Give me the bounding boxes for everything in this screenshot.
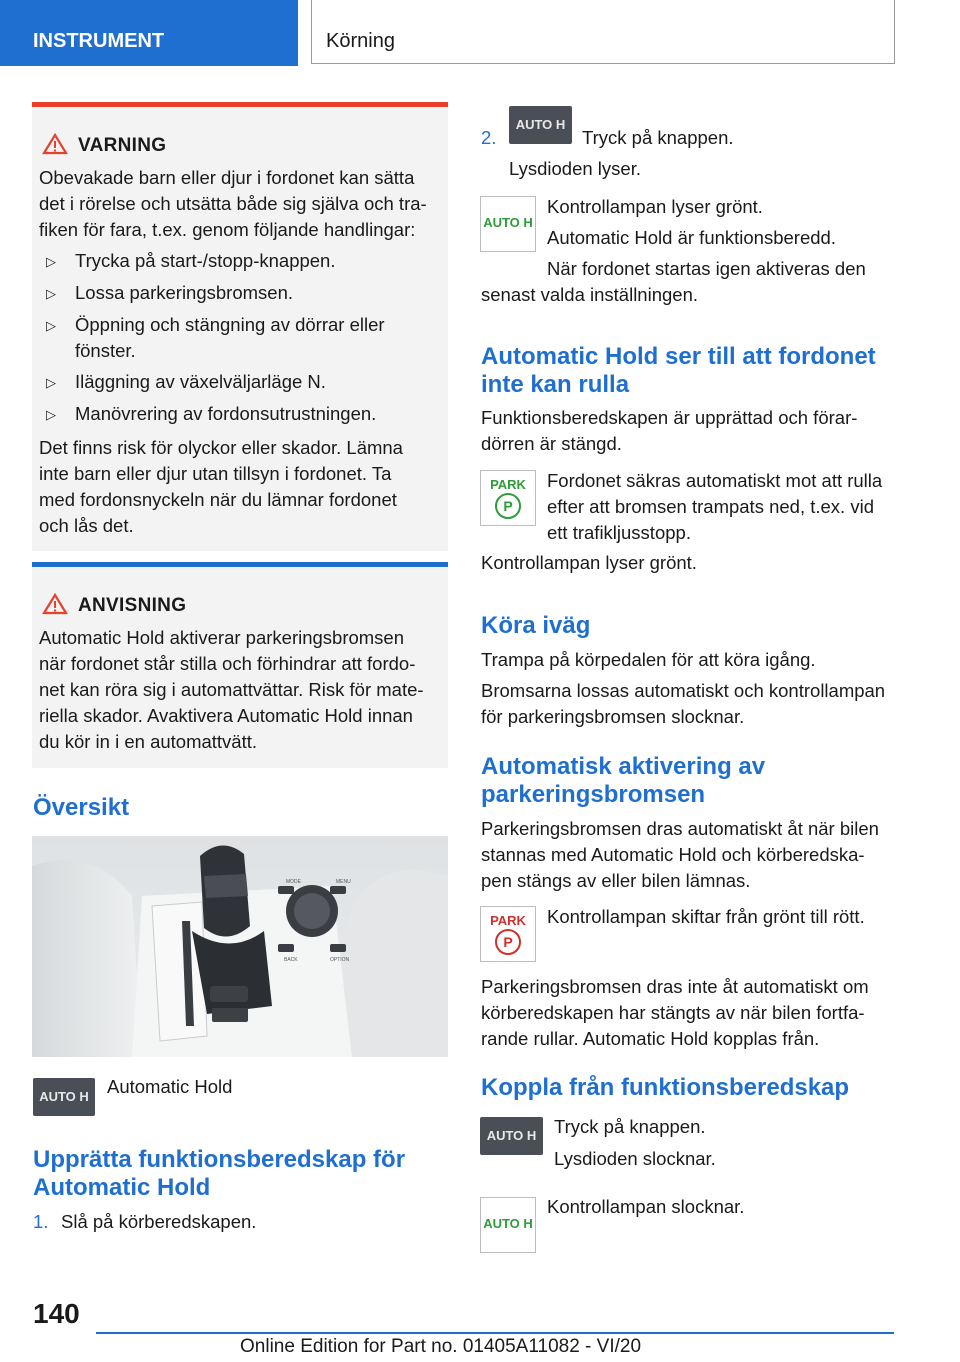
drive-off-heading: Köra iväg (481, 612, 591, 639)
drive-off-line-1: Trampa på körpedalen för att köra igång. (481, 649, 816, 670)
warning-outro-3: med fordonsnyckeln när du lämnar fordonet (39, 489, 397, 510)
overview-heading: Översikt (33, 794, 130, 821)
auto-hold-lamp-label: AUTO H (483, 1216, 533, 1231)
warning-intro-2: det i rörelse och utsätta både sig själva och tra- (39, 193, 427, 214)
park-lamp-label: PARK (490, 913, 526, 928)
setup-lamp-1: Kontrollampan lyser grönt. (547, 196, 763, 217)
auto-hold-caption: Automatic Hold (107, 1076, 233, 1097)
center-console-illustration (32, 836, 448, 1057)
setup-lamp-3: När fordonet startas igen aktiveras den (547, 258, 866, 279)
warning-bullet-3-cont: fönster. (75, 340, 136, 361)
notice-line-3: net kan röra sig i automattvättar. Risk för mate- (39, 679, 424, 700)
photo-label-option: OPTION (330, 957, 350, 963)
topic-title: Körning (326, 30, 395, 52)
no-roll-lamp-3: ett trafikljusstopp. (547, 522, 691, 543)
auto-hold-button-icon: AUTO H (480, 1117, 543, 1155)
disable-line-2: Lysdioden slocknar. (554, 1148, 716, 1169)
auto-hold-button-icon: AUTO H (509, 106, 572, 144)
setup-lamp-2: Automatic Hold är funktionsberedd. (547, 227, 836, 248)
auto-park-line-2: stannas med Automatic Hold och körberedska- (481, 844, 865, 865)
notice-line-2: när fordonet står stilla och förhindrar att fordo- (39, 653, 416, 674)
drive-off-line-2a: Bromsarna lossas automatiskt och kontrollampan (481, 680, 886, 701)
auto-park-heading-line-1: Automatisk aktivering av (481, 753, 766, 780)
no-roll-heading-line-2: inte kan rulla (481, 371, 630, 398)
center-console-photo (32, 836, 448, 1057)
warning-bullet-2: Lossa parkeringsbromsen. (75, 282, 293, 303)
photo-label-mode: MODE (286, 879, 301, 885)
page-number: 140 (33, 1298, 80, 1329)
bullet-marker: ▷ (46, 318, 56, 333)
park-p-symbol: P (495, 493, 521, 519)
notice-line-5: du kör in i en automattvätt. (39, 731, 258, 752)
auto-park-heading-line-2: parkeringsbromsen (481, 781, 706, 808)
warning-intro-1: Obevakade barn eller djur i fordonet kan sätta (39, 167, 415, 188)
warning-bullet-1: Trycka på start-/stopp-knappen. (75, 250, 336, 271)
notice-title: ANVISNING (78, 595, 187, 616)
warning-triangle-icon (42, 593, 68, 615)
disable-line-1: Tryck på knappen. (554, 1116, 706, 1137)
warning-bullet-3: Öppning och stängning av dörrar eller (75, 314, 385, 335)
notice-line-1: Automatic Hold aktiverar parkeringsbromsen (39, 627, 405, 648)
auto-park-after-2: körberedskapen har stängts av när bilen fortfa- (481, 1002, 865, 1023)
disable-lamp: Kontrollampan slocknar. (547, 1196, 745, 1217)
setup-heading-line-2: Automatic Hold (33, 1174, 211, 1201)
footer-edition: Online Edition for Part no. 01405A11082 - VI/20 (240, 1336, 642, 1357)
park-lamp-red-icon (480, 906, 536, 962)
setup-heading-line-1: Upprätta funktionsberedskap för (33, 1146, 406, 1173)
section-title: INSTRUMENT (33, 30, 165, 52)
no-roll-line-2: dörren är stängd. (481, 433, 622, 454)
warning-bullet-5: Manövrering av fordonsutrustningen. (75, 403, 377, 424)
auto-park-lamp: Kontrollampan skiftar från grönt till rött. (547, 906, 865, 927)
step-2-text: Tryck på knappen. (582, 127, 734, 148)
step-2-led: Lysdioden lyser. (509, 158, 641, 179)
drive-off-line-2b: för parkeringsbromsen slocknar. (481, 706, 745, 727)
auto-hold-lamp-label: AUTO H (483, 215, 533, 230)
photo-label-back: BACK (284, 957, 298, 963)
step-1-text: Slå på körberedskapen. (61, 1211, 257, 1232)
step-2-number: 2. (481, 127, 497, 148)
warning-triangle-icon (42, 133, 68, 155)
auto-park-after-3: rande rullar. Automatic Hold kopplas från. (481, 1028, 820, 1049)
auto-park-line-1: Parkeringsbromsen dras automatiskt åt när bilen (481, 818, 879, 839)
warning-outro-1: Det finns risk för olyckor eller skador. Lämna (39, 437, 403, 458)
auto-hold-lamp-green-icon (480, 196, 536, 252)
warning-intro-3: fiken för fara, t.ex. genom följande handlingar: (39, 219, 416, 240)
auto-park-line-3: pen stängs av eller bilen lämnas. (481, 870, 751, 891)
bullet-marker: ▷ (46, 375, 56, 390)
park-lamp-green-icon (480, 470, 536, 526)
section-tab (0, 0, 298, 66)
warning-bullet-4: Iläggning av växelväljarläge N. (75, 371, 326, 392)
park-lamp-label: PARK (490, 477, 526, 492)
warning-title: VARNING (78, 135, 167, 156)
warning-outro-4: och lås det. (39, 515, 134, 536)
bullet-marker: ▷ (46, 407, 56, 422)
footer-rule (96, 1332, 894, 1334)
auto-hold-lamp-off-icon (480, 1197, 536, 1253)
bullet-marker: ▷ (46, 286, 56, 301)
topic-tab (311, 0, 895, 64)
no-roll-lamp-2: efter att bromsen trampats ned, t.ex. vid (547, 496, 874, 517)
no-roll-lamp-1: Fordonet säkras automatiskt mot att rulla (547, 470, 883, 491)
step-1-number: 1. (33, 1211, 49, 1232)
no-roll-line-1: Funktionsberedskapen är upprättad och förar- (481, 407, 858, 428)
setup-lamp-tail: senast valda inställningen. (481, 284, 699, 305)
no-roll-after: Kontrollampan lyser grönt. (481, 552, 697, 573)
park-p-symbol: P (495, 929, 521, 955)
no-roll-heading-line-1: Automatic Hold ser till att fordonet (481, 343, 876, 370)
notice-box (32, 562, 448, 768)
auto-hold-button-icon: AUTO H (33, 1078, 95, 1116)
notice-line-4: riella skador. Avaktivera Automatic Hold innan (39, 705, 413, 726)
bullet-marker: ▷ (46, 254, 56, 269)
warning-box (32, 102, 448, 551)
disable-heading: Koppla från funktionsberedskap (481, 1074, 850, 1101)
auto-park-after-1: Parkeringsbromsen dras inte åt automatiskt om (481, 976, 869, 997)
photo-label-menu: MENU (336, 879, 351, 885)
warning-outro-2: inte barn eller djur utan tillsyn i fordonet. Ta (39, 463, 392, 484)
